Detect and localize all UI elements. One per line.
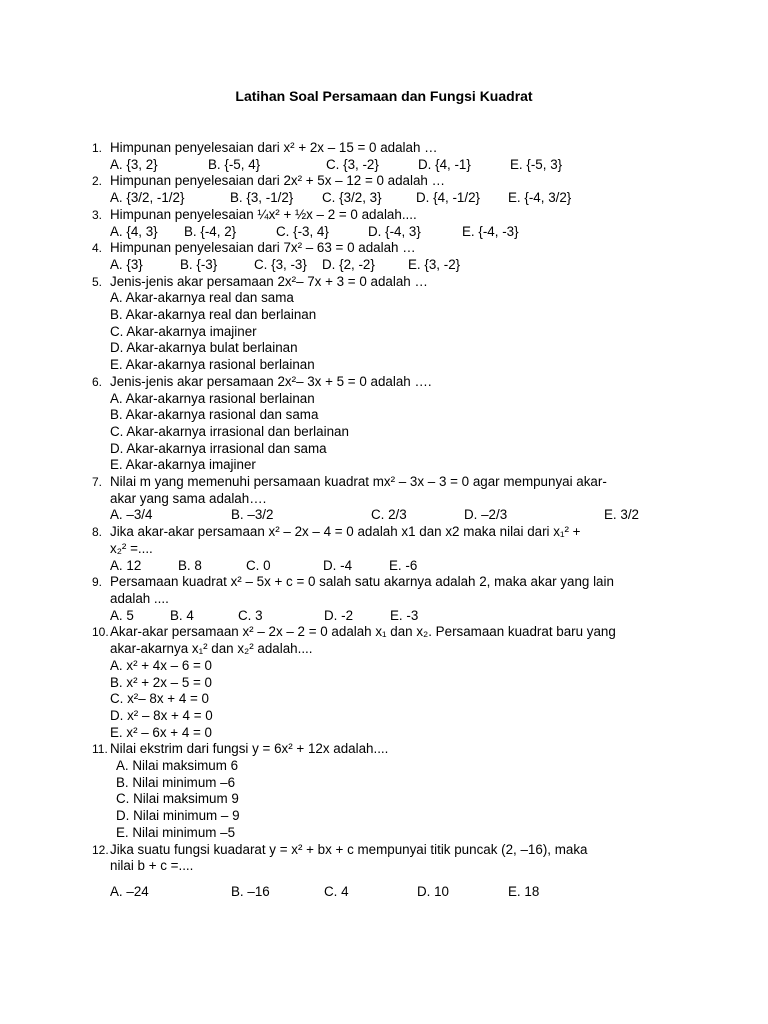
question-text: Akar-akar persamaan x² – 2x – 2 = 0 adalah x₁ dan x₂. Persamaan kuadrat baru yang: [110, 624, 616, 640]
answer-option: B. {-5, 4}: [208, 156, 261, 172]
answer-option: D. {4, -1/2}: [416, 190, 481, 206]
question-text: adalah ....: [110, 590, 169, 606]
answer-option: B. Akar-akarnya rasional dan sama: [110, 407, 319, 423]
question-number: 4.: [92, 241, 103, 256]
answer-option: D. 10: [417, 883, 450, 899]
answer-option: E. {-4, -3}: [462, 223, 519, 239]
answer-options-row: [110, 257, 692, 274]
answer-option: B. Nilai minimum –6: [116, 774, 236, 790]
question-1: [92, 140, 692, 173]
answer-option: B. 8: [178, 557, 202, 573]
answer-option: D. –2/3: [464, 507, 508, 523]
answer-option: D. Nilai minimum – 9: [116, 808, 240, 824]
question-4: [92, 240, 692, 273]
answer-option: C. 3: [238, 607, 263, 623]
answer-option: C. Akar-akarnya irrasional dan berlainan: [110, 423, 349, 439]
answer-options-row: [110, 884, 692, 901]
answer-options-row: [110, 224, 692, 241]
question-10: [92, 624, 692, 741]
answer-option: D. Akar-akarnya bulat berlainan: [110, 340, 298, 356]
question-text: nilai b + c =....: [110, 858, 194, 874]
answer-option: A. –24: [110, 883, 149, 899]
answer-option: B. –3/2: [231, 507, 274, 523]
answer-option: B. Akar-akarnya real dan berlainan: [110, 307, 317, 323]
answer-option: D. Akar-akarnya irrasional dan sama: [110, 440, 327, 456]
answer-option: D. {2, -2}: [322, 256, 375, 272]
answer-option: C. {3, -2}: [326, 156, 379, 172]
question-2: [92, 173, 692, 206]
answer-option: A. Akar-akarnya rasional berlainan: [110, 390, 315, 406]
answer-option: C. Nilai maksimum 9: [116, 791, 239, 807]
answer-option: B. –16: [231, 883, 270, 899]
answer-option: A. –3/4: [110, 507, 153, 523]
answer-option: A. Nilai maksimum 6: [116, 758, 239, 774]
question-text: Himpunan penyelesaian dari x² + 2x – 15 = 0 adalah …: [110, 140, 438, 155]
answer-option: B. {3, -1/2}: [230, 190, 294, 206]
answer-option: E. {3, -2}: [408, 256, 461, 272]
question-3: [92, 207, 692, 240]
answer-option: B. {-3}: [180, 256, 218, 272]
question-6: [92, 374, 692, 474]
answer-option: A. {3/2, -1/2}: [110, 190, 185, 206]
question-number: 12.: [92, 842, 109, 857]
answer-option: E. -3: [390, 607, 419, 623]
question-list: [92, 140, 692, 901]
question-number: 3.: [92, 207, 103, 222]
answer-option: C. 0: [246, 557, 271, 573]
answer-option: B. x² + 2x – 5 = 0: [110, 674, 212, 690]
answer-option: B. 4: [170, 607, 194, 623]
answer-option: C. 2/3: [371, 507, 407, 523]
question-number: 10.: [92, 625, 109, 640]
answer-option: D. -4: [323, 557, 353, 573]
question-number: 9.: [92, 575, 103, 590]
question-text: Jika akar-akar persamaan x² – 2x – 4 = 0 adalah x1 dan x2 maka nilai dari x₁² +: [110, 524, 581, 540]
question-number: 2.: [92, 174, 103, 189]
answer-option: E. Akar-akarnya rasional berlainan: [110, 357, 315, 373]
question-text: Himpunan penyelesaian dari 2x² + 5x – 12 = 0 adalah …: [110, 173, 445, 189]
question-text: Himpunan penyelesaian dari 7x² – 63 = 0 adalah …: [110, 240, 416, 256]
answer-option: E. Nilai minimum –5: [116, 824, 236, 840]
question-text: Jika suatu fungsi kuadarat y = x² + bx + c mempunyai titik puncak (2, –16), maka: [110, 841, 588, 857]
answer-option: C. x²– 8x + 4 = 0: [110, 691, 209, 707]
question-text: Nilai ekstrim dari fungsi y = 6x² + 12x adalah....: [110, 741, 389, 757]
answer-option: A. {4, 3}: [110, 223, 158, 239]
answer-option: C. {-3, 4}: [276, 223, 329, 239]
answer-option: E. 18: [508, 883, 540, 899]
answer-option: A. Akar-akarnya real dan sama: [110, 290, 294, 306]
question-9: [92, 574, 692, 624]
question-5: [92, 274, 692, 374]
question-number: 6.: [92, 374, 103, 389]
question-number: 7.: [92, 475, 103, 490]
question-text: Persamaan kuadrat x² – 5x + c = 0 salah satu akarnya adalah 2, maka akar yang lain: [110, 574, 614, 590]
question-number: 1.: [92, 141, 103, 155]
question-text: Himpunan penyelesaian ¼x² + ½x – 2 = 0 adalah....: [110, 206, 417, 222]
answer-option: E. 3/2: [604, 507, 639, 523]
answer-option: D. {-4, 3}: [368, 223, 421, 239]
question-number: 5.: [92, 274, 103, 289]
answer-option: C. Akar-akarnya imajiner: [110, 323, 257, 339]
question-text: akar-akarnya x₁² dan x₂² adalah....: [110, 641, 313, 657]
answer-option: D. {4, -1}: [418, 156, 471, 172]
question-number: 11.: [92, 742, 108, 757]
answer-options-row: [110, 608, 692, 625]
answer-option: E. Akar-akarnya imajiner: [110, 457, 256, 473]
answer-options-row: [110, 558, 692, 575]
question-7: [92, 474, 692, 524]
answer-option: B. {-4, 2}: [184, 223, 237, 239]
answer-option: A. 12: [110, 557, 142, 573]
answer-option: E. {-5, 3}: [510, 156, 563, 172]
answer-options-row: [110, 507, 692, 524]
answer-option: E. x² – 6x + 4 = 0: [110, 724, 212, 740]
answer-option: A. x² + 4x – 6 = 0: [110, 657, 212, 673]
answer-option: A. 5: [110, 607, 134, 623]
question-text: Jenis-jenis akar persamaan 2x²– 3x + 5 = 0 adalah ….: [110, 373, 432, 389]
spacer: [110, 875, 692, 884]
question-number: 8.: [92, 525, 103, 540]
question-11: [92, 741, 692, 841]
answer-option: C. {3, -3}: [254, 256, 307, 272]
answer-option: E. {-4, 3/2}: [508, 190, 572, 206]
page-title: Latihan Soal Persamaan dan Fungsi Kuadrat: [235, 88, 533, 104]
answer-options-row: [110, 190, 692, 207]
answer-option: C. {3/2, 3}: [322, 190, 382, 206]
answer-option: A. {3, 2}: [110, 156, 158, 172]
question-text: Nilai m yang memenuhi persamaan kuadrat mx² – 3x – 3 = 0 agar mempunyai akar-: [110, 474, 607, 490]
question-text: x₂² =....: [110, 540, 153, 556]
question-text: akar yang sama adalah….: [110, 490, 267, 506]
answer-option: D. -2: [324, 607, 354, 623]
answer-option: D. x² – 8x + 4 = 0: [110, 707, 213, 723]
answer-option: E. -6: [389, 557, 418, 573]
answer-options-row: [110, 157, 692, 174]
question-8: [92, 524, 692, 574]
answer-option: C. 4: [324, 883, 349, 899]
answer-option: A. {3}: [110, 256, 143, 272]
question-12: [92, 842, 692, 901]
question-text: Jenis-jenis akar persamaan 2x²– 7x + 3 = 0 adalah …: [110, 273, 428, 289]
